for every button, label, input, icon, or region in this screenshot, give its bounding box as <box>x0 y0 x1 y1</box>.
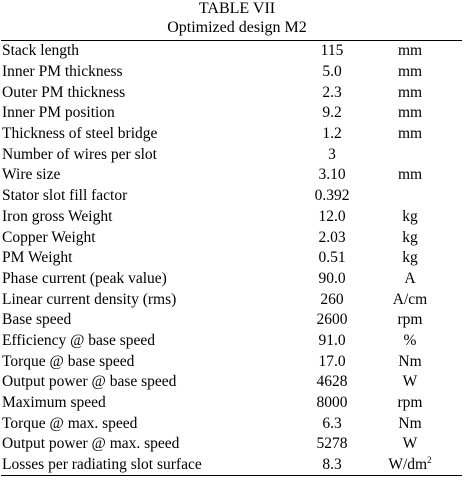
parameter-value: 91.0 <box>318 331 346 349</box>
parameter-value: 9.2 <box>322 104 342 122</box>
table-row <box>2 269 456 290</box>
unit-text: W/dm <box>388 456 428 474</box>
parameter-name: Number of wires per slot <box>2 145 157 163</box>
parameter-value: 17.0 <box>318 352 346 370</box>
parameter-value: 12.0 <box>318 207 346 225</box>
table-row <box>2 82 456 103</box>
table-row <box>2 165 456 186</box>
parameter-unit: W <box>402 435 418 453</box>
parameter-unit: A <box>404 269 416 287</box>
table-row <box>2 144 456 165</box>
parameter-name: Base speed <box>2 311 72 329</box>
parameter-unit: A/cm <box>392 290 428 308</box>
table-row <box>2 41 456 62</box>
parameter-unit: mm <box>397 166 423 184</box>
table-row <box>2 124 456 145</box>
table-row <box>2 207 456 228</box>
parameter-name: Iron gross Weight <box>2 207 113 225</box>
parameter-unit <box>364 186 456 207</box>
parameter-unit: rpm <box>397 394 423 412</box>
table-row <box>2 413 456 434</box>
parameter-name: Torque @ max. speed <box>2 414 138 432</box>
parameter-name: Phase current (peak value) <box>2 269 167 287</box>
parameter-unit: mm <box>397 125 423 143</box>
parameter-unit <box>364 455 456 476</box>
parameter-unit: rpm <box>397 311 423 329</box>
parameters-table <box>2 41 456 475</box>
parameter-value: 6.3 <box>322 414 342 432</box>
parameter-name: Output power @ max. speed <box>2 435 180 453</box>
parameter-unit: mm <box>397 42 423 60</box>
parameter-value: 115 <box>320 42 344 60</box>
parameter-value: 4628 <box>316 373 348 391</box>
table-row <box>2 227 456 248</box>
table-row <box>2 393 456 414</box>
parameter-value: 5278 <box>316 435 348 453</box>
parameter-value: 8000 <box>316 394 348 412</box>
parameter-value: 0.392 <box>314 187 350 205</box>
parameter-name: Stack length <box>2 42 80 60</box>
table-row <box>2 248 456 269</box>
table-row <box>2 289 456 310</box>
parameter-value: 2600 <box>316 311 348 329</box>
parameter-name: Thickness of steel bridge <box>2 125 158 143</box>
parameter-unit: % <box>403 331 417 349</box>
table-number: TABLE VII <box>198 0 276 17</box>
parameter-unit: kg <box>402 207 418 225</box>
bottom-rule <box>1 475 462 476</box>
parameter-value: 2.3 <box>322 83 342 101</box>
table-row <box>2 351 456 372</box>
table-row <box>2 310 456 331</box>
parameter-name: PM Weight <box>2 249 73 267</box>
parameter-name: Torque @ base speed <box>2 352 135 370</box>
parameter-name: Wire size <box>2 166 61 184</box>
parameter-name: Inner PM position <box>2 104 115 122</box>
parameter-name: Stator slot fill factor <box>2 187 128 205</box>
parameter-value: 5.0 <box>322 63 342 81</box>
parameter-name: Outer PM thickness <box>2 83 126 101</box>
table-row <box>2 455 456 476</box>
table-row <box>2 331 456 352</box>
parameter-value: 1.2 <box>322 125 342 143</box>
parameter-unit: mm <box>397 63 423 81</box>
parameter-value: 0.51 <box>318 249 346 267</box>
parameter-name: Copper Weight <box>2 228 96 246</box>
parameter-unit: mm <box>397 83 423 101</box>
table-row <box>2 434 456 455</box>
parameter-value: 8.3 <box>322 456 342 474</box>
parameter-name: Efficiency @ base speed <box>2 331 155 349</box>
parameter-unit: Nm <box>398 414 422 432</box>
parameter-value: 2.03 <box>318 228 346 246</box>
table-row <box>2 372 456 393</box>
parameter-value: 90.0 <box>318 269 346 287</box>
parameter-name: Losses per radiating slot surface <box>2 456 202 474</box>
parameter-unit <box>364 144 456 165</box>
parameter-name: Maximum speed <box>2 394 106 412</box>
parameter-name: Inner PM thickness <box>2 63 123 81</box>
parameter-value: 3.10 <box>318 166 346 184</box>
parameter-unit: kg <box>402 249 418 267</box>
parameter-unit: W <box>402 373 418 391</box>
parameter-value: 3 <box>328 145 336 163</box>
parameter-unit: mm <box>397 104 423 122</box>
parameter-name: Linear current density (rms) <box>2 290 177 308</box>
table-row <box>2 103 456 124</box>
parameter-unit: kg <box>402 228 418 246</box>
parameter-value: 260 <box>320 290 344 308</box>
parameter-unit: Nm <box>398 352 422 370</box>
parameter-name: Output power @ base speed <box>2 373 177 391</box>
table-caption: Optimized design M2 <box>167 19 307 36</box>
table-row <box>2 186 456 207</box>
unit-exponent: 2 <box>427 455 432 466</box>
table-row <box>2 62 456 83</box>
